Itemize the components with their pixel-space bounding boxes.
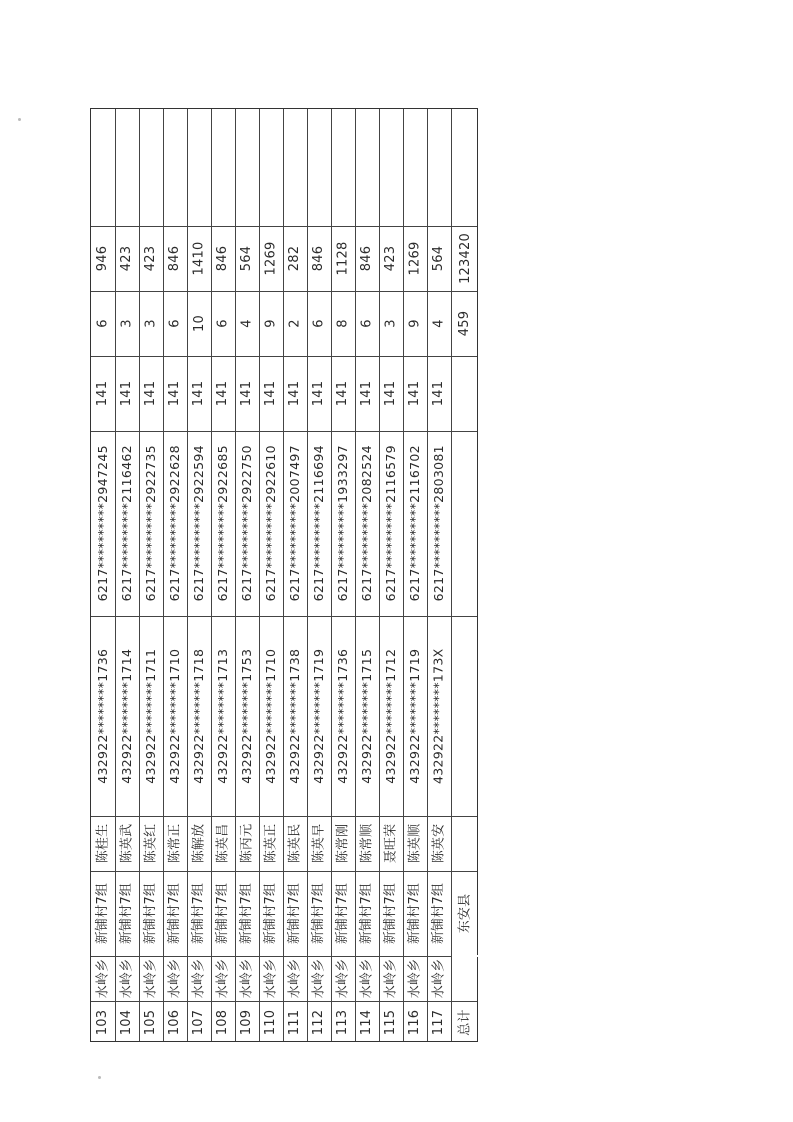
cell-bank-card (139, 431, 163, 616)
cell-id-number-text: 432922********1718 (190, 648, 206, 784)
cell-id-number (91, 616, 115, 816)
cell-id-number (403, 616, 427, 816)
cell-township (403, 956, 427, 1001)
cell-amount-text: 1410 (191, 241, 207, 276)
total-county-text: 东安县 (457, 893, 473, 934)
cell-id-number-text: 432922********173X (430, 648, 446, 784)
cell-no-text: 111 (287, 1009, 303, 1035)
cell-standard (115, 356, 139, 431)
scan-speck (18, 118, 21, 121)
cell-standard (235, 356, 259, 431)
cell-amount (307, 226, 331, 291)
cell-count-text: 6 (359, 319, 375, 328)
cell-id-number-text: 432922********1738 (286, 648, 302, 784)
cell-count-text: 6 (95, 319, 111, 328)
total-count-text: 459 (457, 310, 473, 337)
cell-no-text: 115 (383, 1009, 399, 1035)
cell-no-text: 113 (335, 1009, 351, 1035)
cell-count-text: 3 (383, 319, 399, 328)
cell-amount (91, 226, 115, 291)
cell-no-text: 116 (407, 1009, 423, 1035)
cell-village (259, 871, 283, 956)
cell-count-text: 10 (191, 315, 207, 332)
cell-no (331, 1001, 355, 1043)
cell-name-text: 陈英民 (287, 823, 303, 864)
cell-amount-text: 423 (143, 245, 159, 272)
cell-name-text: 陈常正 (167, 823, 183, 864)
cell-no (283, 1001, 307, 1043)
cell-bank-card-text: 6217**********2116462 (118, 445, 134, 602)
cell-name (307, 816, 331, 871)
cell-count-text: 4 (239, 319, 255, 328)
cell-amount-text: 846 (215, 245, 231, 272)
cell-village (283, 871, 307, 956)
cell-amount-text: 1269 (263, 241, 279, 276)
cell-name (403, 816, 427, 871)
cell-bank-card-text: 6217**********2082524 (358, 445, 374, 602)
cell-amount-text: 282 (287, 245, 303, 272)
cell-count-text: 4 (431, 319, 447, 328)
total-count (451, 291, 479, 356)
cell-village (235, 871, 259, 956)
cell-village (115, 871, 139, 956)
cell-amount (187, 226, 211, 291)
cell-no (163, 1001, 187, 1043)
cell-name-text: 陈常顺 (359, 823, 375, 864)
cell-no (307, 1001, 331, 1043)
cell-standard (139, 356, 163, 431)
cell-bank-card-text: 6217**********2116702 (406, 445, 422, 602)
cell-no (403, 1001, 427, 1043)
cell-bank-card (91, 431, 115, 616)
cell-id-number (283, 616, 307, 816)
cell-bank-card-text: 6217**********2922685 (214, 445, 230, 602)
cell-village-text: 新铺村7组 (239, 882, 255, 945)
cell-no-text: 112 (311, 1009, 327, 1035)
cell-no-text: 117 (431, 1009, 447, 1035)
cell-standard (403, 356, 427, 431)
cell-township (211, 956, 235, 1001)
cell-no (91, 1001, 115, 1043)
cell-amount-text: 1269 (407, 241, 423, 276)
cell-standard-text: 141 (431, 380, 447, 407)
cell-village-text: 新铺村7组 (167, 882, 183, 945)
cell-village (403, 871, 427, 956)
cell-id-number-text: 432922********1719 (406, 648, 422, 784)
cell-village (91, 871, 115, 956)
cell-township-text: 水岭乡 (335, 958, 351, 999)
cell-township (307, 956, 331, 1001)
cell-village-text: 新铺村7组 (119, 882, 135, 945)
cell-count (307, 291, 331, 356)
cell-count (331, 291, 355, 356)
cell-bank-card (379, 431, 403, 616)
cell-standard-text: 141 (263, 380, 279, 407)
cell-amount (379, 226, 403, 291)
cell-count (427, 291, 451, 356)
cell-count (355, 291, 379, 356)
cell-name (139, 816, 163, 871)
cell-id-number-text: 432922********1715 (358, 648, 374, 784)
cell-name (331, 816, 355, 871)
cell-no-text: 107 (191, 1009, 207, 1035)
cell-id-number-text: 432922********1710 (262, 648, 278, 784)
cell-bank-card (307, 431, 331, 616)
cell-village-text: 新铺村7组 (287, 882, 303, 945)
total-amount-text: 123420 (457, 233, 473, 284)
cell-township-text: 水岭乡 (287, 958, 303, 999)
cell-name (91, 816, 115, 871)
cell-bank-card (283, 431, 307, 616)
cell-township (187, 956, 211, 1001)
cell-name-text: 陈英早 (311, 823, 327, 864)
cell-village (307, 871, 331, 956)
cell-bank-card-text: 6217**********2947245 (94, 445, 110, 602)
cell-id-number (331, 616, 355, 816)
cell-standard (283, 356, 307, 431)
cell-count-text: 8 (335, 319, 351, 328)
cell-amount (259, 226, 283, 291)
cell-standard-text: 141 (191, 380, 207, 407)
cell-id-number (115, 616, 139, 816)
cell-bank-card-text: 6217**********1933297 (334, 445, 350, 602)
cell-township (331, 956, 355, 1001)
cell-amount-text: 946 (95, 245, 111, 272)
cell-name (427, 816, 451, 871)
cell-bank-card-text: 6217**********2922610 (262, 445, 278, 602)
cell-name-text: 陈英顺 (407, 823, 423, 864)
cell-no (427, 1001, 451, 1043)
cell-name (211, 816, 235, 871)
cell-no (187, 1001, 211, 1043)
cell-standard-text: 141 (215, 380, 231, 407)
cell-village (211, 871, 235, 956)
cell-amount (427, 226, 451, 291)
subsidy-table (90, 108, 478, 1042)
cell-amount-text: 846 (359, 245, 375, 272)
cell-id-number (211, 616, 235, 816)
cell-count (163, 291, 187, 356)
cell-amount-text: 564 (431, 245, 447, 272)
cell-bank-card-text: 6217**********2922750 (238, 445, 254, 602)
cell-bank-card-text: 6217**********2007497 (286, 445, 302, 602)
cell-name-text: 陈丙元 (239, 823, 255, 864)
cell-township (91, 956, 115, 1001)
cell-standard-text: 141 (167, 380, 183, 407)
cell-standard (259, 356, 283, 431)
cell-count (211, 291, 235, 356)
cell-standard-text: 141 (119, 380, 135, 407)
cell-amount-text: 423 (119, 245, 135, 272)
cell-id-number-text: 432922********1713 (214, 648, 230, 784)
cell-village-text: 新铺村7组 (407, 882, 423, 945)
cell-id-number-text: 432922********1753 (238, 648, 254, 784)
cell-no-text: 110 (263, 1009, 279, 1035)
cell-bank-card (163, 431, 187, 616)
cell-count (379, 291, 403, 356)
cell-village (139, 871, 163, 956)
cell-count-text: 9 (407, 319, 423, 328)
cell-village-text: 新铺村7组 (359, 882, 375, 945)
cell-name (283, 816, 307, 871)
cell-id-number-text: 432922********1712 (382, 648, 398, 784)
cell-village-text: 新铺村7组 (431, 882, 447, 945)
cell-standard (355, 356, 379, 431)
cell-bank-card (355, 431, 379, 616)
cell-township-text: 水岭乡 (239, 958, 255, 999)
cell-no (259, 1001, 283, 1043)
cell-standard-text: 141 (383, 380, 399, 407)
cell-township (379, 956, 403, 1001)
cell-name-text: 陈常刚 (335, 823, 351, 864)
cell-village-text: 新铺村7组 (215, 882, 231, 945)
cell-standard-text: 141 (407, 380, 423, 407)
cell-no (235, 1001, 259, 1043)
cell-bank-card-text: 6217**********2116694 (310, 445, 326, 602)
cell-name (355, 816, 379, 871)
cell-township (235, 956, 259, 1001)
cell-bank-card (115, 431, 139, 616)
cell-bank-card-text: 6217**********2922735 (142, 445, 158, 602)
cell-bank-card (403, 431, 427, 616)
cell-no (139, 1001, 163, 1043)
cell-village-text: 新铺村7组 (263, 882, 279, 945)
cell-name (163, 816, 187, 871)
cell-standard-text: 141 (287, 380, 303, 407)
cell-village (163, 871, 187, 956)
cell-bank-card (331, 431, 355, 616)
cell-amount (139, 226, 163, 291)
cell-bank-card (259, 431, 283, 616)
total-county (451, 871, 479, 956)
cell-township (163, 956, 187, 1001)
cell-id-number (307, 616, 331, 816)
cell-count (403, 291, 427, 356)
cell-township-text: 水岭乡 (359, 958, 375, 999)
cell-id-number-text: 432922********1719 (310, 648, 326, 784)
cell-amount (235, 226, 259, 291)
cell-village-text: 新铺村7组 (311, 882, 327, 945)
cell-amount (211, 226, 235, 291)
cell-township-text: 水岭乡 (215, 958, 231, 999)
cell-no-text: 104 (119, 1009, 135, 1035)
cell-id-number (259, 616, 283, 816)
cell-amount (355, 226, 379, 291)
cell-bank-card (187, 431, 211, 616)
cell-standard-text: 141 (359, 380, 375, 407)
cell-name-text: 陈英正 (263, 823, 279, 864)
total-amount (451, 226, 479, 291)
cell-count-text: 3 (119, 319, 135, 328)
cell-count (139, 291, 163, 356)
cell-count (187, 291, 211, 356)
cell-township-text: 水岭乡 (311, 958, 327, 999)
cell-bank-card-text: 6217**********2922628 (166, 445, 182, 602)
cell-standard-text: 141 (239, 380, 255, 407)
cell-count-text: 9 (263, 319, 279, 328)
cell-township (115, 956, 139, 1001)
cell-township (259, 956, 283, 1001)
cell-village-text: 新铺村7组 (335, 882, 351, 945)
cell-village (187, 871, 211, 956)
cell-amount-text: 846 (167, 245, 183, 272)
cell-name (379, 816, 403, 871)
cell-village-text: 新铺村7组 (191, 882, 207, 945)
cell-township-text: 水岭乡 (143, 958, 159, 999)
cell-township (283, 956, 307, 1001)
cell-bank-card (211, 431, 235, 616)
cell-no-text: 109 (239, 1009, 255, 1035)
cell-count-text: 6 (167, 319, 183, 328)
cell-standard-text: 141 (311, 380, 327, 407)
cell-township (427, 956, 451, 1001)
total-label (451, 1001, 479, 1043)
cell-count-text: 2 (287, 319, 303, 328)
cell-name (235, 816, 259, 871)
cell-village (427, 871, 451, 956)
cell-bank-card-text: 6217**********2116579 (382, 445, 398, 602)
cell-standard-text: 141 (143, 380, 159, 407)
cell-count (115, 291, 139, 356)
cell-amount (331, 226, 355, 291)
cell-count-text: 6 (215, 319, 231, 328)
cell-id-number-text: 432922********1736 (334, 648, 350, 784)
cell-township-text: 水岭乡 (407, 958, 423, 999)
cell-id-number (163, 616, 187, 816)
cell-bank-card-text: 6217**********2803081 (430, 445, 446, 602)
cell-standard (427, 356, 451, 431)
cell-id-number (187, 616, 211, 816)
cell-standard (331, 356, 355, 431)
cell-township (139, 956, 163, 1001)
cell-standard (91, 356, 115, 431)
cell-name-text: 陈解放 (191, 823, 207, 864)
cell-township-text: 水岭乡 (383, 958, 399, 999)
cell-count (91, 291, 115, 356)
cell-amount-text: 1128 (335, 241, 351, 276)
cell-name-text: 陈英红 (143, 823, 159, 864)
cell-village (355, 871, 379, 956)
cell-standard (379, 356, 403, 431)
cell-name-text: 陈英武 (119, 823, 135, 864)
cell-township-text: 水岭乡 (191, 958, 207, 999)
cell-name (187, 816, 211, 871)
cell-standard (211, 356, 235, 431)
cell-name-text: 聂旺荣 (383, 823, 399, 864)
cell-count-text: 3 (143, 319, 159, 328)
cell-no (211, 1001, 235, 1043)
cell-id-number-text: 432922********1714 (118, 648, 134, 784)
cell-amount (283, 226, 307, 291)
cell-township (355, 956, 379, 1001)
cell-standard-text: 141 (95, 380, 111, 407)
cell-amount (163, 226, 187, 291)
cell-no (355, 1001, 379, 1043)
cell-bank-card (427, 431, 451, 616)
cell-amount-text: 423 (383, 245, 399, 272)
cell-id-number (355, 616, 379, 816)
cell-township-text: 水岭乡 (263, 958, 279, 999)
cell-id-number (235, 616, 259, 816)
cell-id-number-text: 432922********1710 (166, 648, 182, 784)
cell-standard (163, 356, 187, 431)
cell-standard (187, 356, 211, 431)
cell-amount (403, 226, 427, 291)
cell-village-text: 新铺村7组 (383, 882, 399, 945)
cell-name-text: 陈英安 (431, 823, 447, 864)
cell-count (259, 291, 283, 356)
total-label-text: 总计 (457, 1008, 473, 1036)
cell-id-number-text: 432922********1736 (94, 648, 110, 784)
cell-standard-text: 141 (335, 380, 351, 407)
cell-bank-card-text: 6217**********2922594 (190, 445, 206, 602)
cell-id-number (427, 616, 451, 816)
cell-name (115, 816, 139, 871)
cell-id-number (379, 616, 403, 816)
cell-township-text: 水岭乡 (95, 958, 111, 999)
cell-no-text: 106 (167, 1009, 183, 1035)
cell-count (235, 291, 259, 356)
cell-township-text: 水岭乡 (431, 958, 447, 999)
cell-village-text: 新铺村7组 (143, 882, 159, 945)
cell-name-text: 陈英昌 (215, 823, 231, 864)
merged-cell-cover (452, 955, 478, 957)
cell-bank-card (235, 431, 259, 616)
cell-id-number-text: 432922********1711 (142, 648, 158, 784)
scan-speck (98, 1076, 101, 1079)
cell-no (379, 1001, 403, 1043)
cell-amount (115, 226, 139, 291)
cell-no-text: 105 (143, 1009, 159, 1035)
cell-village (379, 871, 403, 956)
cell-amount-text: 846 (311, 245, 327, 272)
cell-standard (307, 356, 331, 431)
cell-no-text: 114 (359, 1009, 375, 1035)
cell-id-number (139, 616, 163, 816)
cell-no (115, 1001, 139, 1043)
cell-no-text: 108 (215, 1009, 231, 1035)
cell-no-text: 103 (95, 1009, 111, 1035)
cell-count-text: 6 (311, 319, 327, 328)
cell-township-text: 水岭乡 (167, 958, 183, 999)
cell-township-text: 水岭乡 (119, 958, 135, 999)
cell-name-text: 陈桂生 (95, 823, 111, 864)
cell-name (259, 816, 283, 871)
cell-count (283, 291, 307, 356)
cell-village (331, 871, 355, 956)
cell-amount-text: 564 (239, 245, 255, 272)
cell-village-text: 新铺村7组 (95, 882, 111, 945)
